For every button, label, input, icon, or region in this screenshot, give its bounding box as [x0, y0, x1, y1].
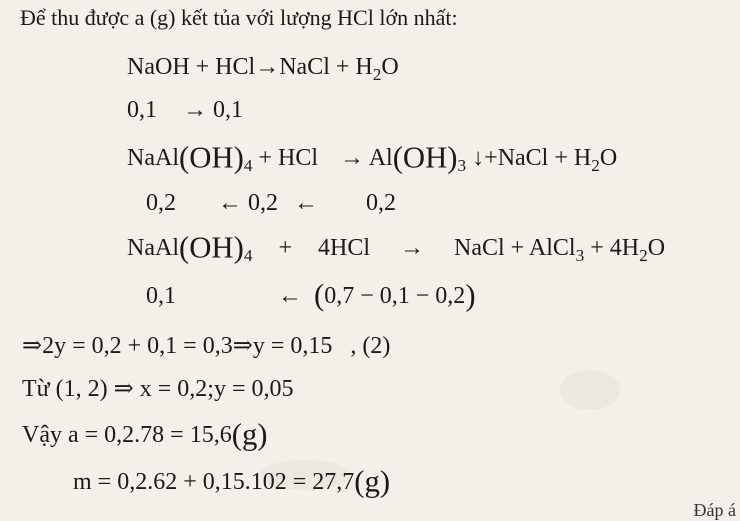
reaction-3-plus: +	[278, 235, 292, 261]
result-1-implies-icon: ⇒	[22, 333, 43, 359]
mol-3-a: 0,1	[146, 283, 176, 309]
mol-2-a: 0,2	[146, 190, 176, 216]
reaction-3-rhs-mid: + 4H	[584, 235, 640, 261]
reaction-1-subscript: 2	[372, 65, 382, 85]
result-4-expr: m = 0,2.62 + 0,15.102 = 27,7	[73, 469, 355, 495]
mol-3-close-paren: )	[465, 278, 476, 313]
result-1-implies-icon-2: ⇒	[232, 333, 253, 359]
result-3-prefix: Vậy	[22, 422, 62, 448]
reaction-3-arrow: →	[400, 235, 425, 261]
paper-smudge	[560, 370, 620, 410]
reaction-2-product: Al	[368, 145, 393, 171]
mol-3-arrow: ←	[278, 283, 302, 309]
reaction-3-rhs: NaCl + AlCl	[454, 235, 576, 261]
reaction-2-group-sub: 4	[243, 156, 253, 176]
result-1-expr-1: 2y = 0,2 + 0,1 = 0,3	[42, 333, 233, 359]
result-2-expr: x = 0,2;y = 0,05	[139, 376, 294, 402]
result-line-1	[22, 331, 390, 361]
result-1-comma: ,	[350, 333, 357, 359]
mol-2-c: 0,2	[366, 190, 396, 216]
reaction-3-acid: 4HCl	[318, 235, 371, 261]
reaction-2-product-group: (OH)	[392, 140, 458, 175]
heading-line	[20, 3, 458, 33]
result-line-2	[22, 374, 294, 404]
result-1-ref: (2)	[362, 333, 391, 359]
mol-2-b: 0,2	[248, 190, 278, 216]
reaction-2-rhs-end: O	[599, 145, 618, 171]
footer-cut-text: Đáp á	[693, 500, 736, 520]
result-line-3	[22, 417, 268, 452]
reaction-2-rhs-sub: 2	[591, 156, 600, 176]
result-line-4	[73, 464, 391, 499]
reaction-1-rhs-end: O	[381, 54, 399, 80]
reaction-3-rhs-sub-2: 2	[639, 246, 648, 266]
reaction-3-group-sub: 4	[243, 246, 253, 266]
heading-text: Để thu được a (g) kết tủa với lượng HCl lớn nhất:	[20, 5, 458, 30]
result-2-implies-icon: ⇒	[113, 376, 134, 402]
mol-row-1	[127, 95, 243, 125]
reaction-1	[127, 52, 399, 85]
reaction-2-arrow: →	[340, 145, 364, 171]
reaction-1-lhs: NaOH + HCl	[127, 54, 256, 80]
result-2-prefix: Từ (1, 2)	[22, 376, 108, 402]
mol-2-arrow-2: ←	[294, 190, 318, 216]
result-3-expr: a = 0,2.78 = 15,6	[67, 422, 232, 448]
mol-3-open-paren: (	[314, 278, 325, 313]
reaction-2-lhs-rest: + HCl	[252, 145, 318, 171]
reaction-3-reagent: NaAl	[127, 235, 179, 261]
mol-row-2	[146, 188, 396, 218]
result-4-unit: (g)	[354, 464, 391, 499]
reaction-2-product-sub: 3	[457, 156, 467, 176]
reaction-2	[127, 140, 618, 176]
reaction-3-group: (OH)	[178, 230, 244, 265]
mol-1-arrow: →	[183, 97, 207, 123]
mol-row-3	[146, 278, 476, 313]
result-3-unit: (g)	[231, 417, 268, 452]
mol-2-arrow-1: ←	[218, 190, 242, 216]
reaction-1-rhs: NaCl + H	[279, 54, 373, 80]
reaction-3-rhs-end: O	[647, 235, 666, 261]
mol-3-expr: 0,7 − 0,1 − 0,2	[324, 283, 466, 309]
reaction-3	[127, 230, 666, 266]
reaction-2-down-arrow: ↓	[472, 145, 485, 171]
reaction-3-rhs-sub-1: 3	[575, 246, 585, 266]
reaction-2-reagent: NaAl	[127, 145, 179, 171]
reaction-2-group: (OH)	[178, 140, 244, 175]
mol-1-right: 0,1	[213, 97, 243, 123]
result-1-expr-2: y = 0,15	[252, 333, 333, 359]
reaction-2-rhs: +NaCl + H	[484, 145, 592, 171]
reaction-1-arrow: →	[255, 54, 280, 80]
mol-1-left: 0,1	[127, 97, 157, 123]
